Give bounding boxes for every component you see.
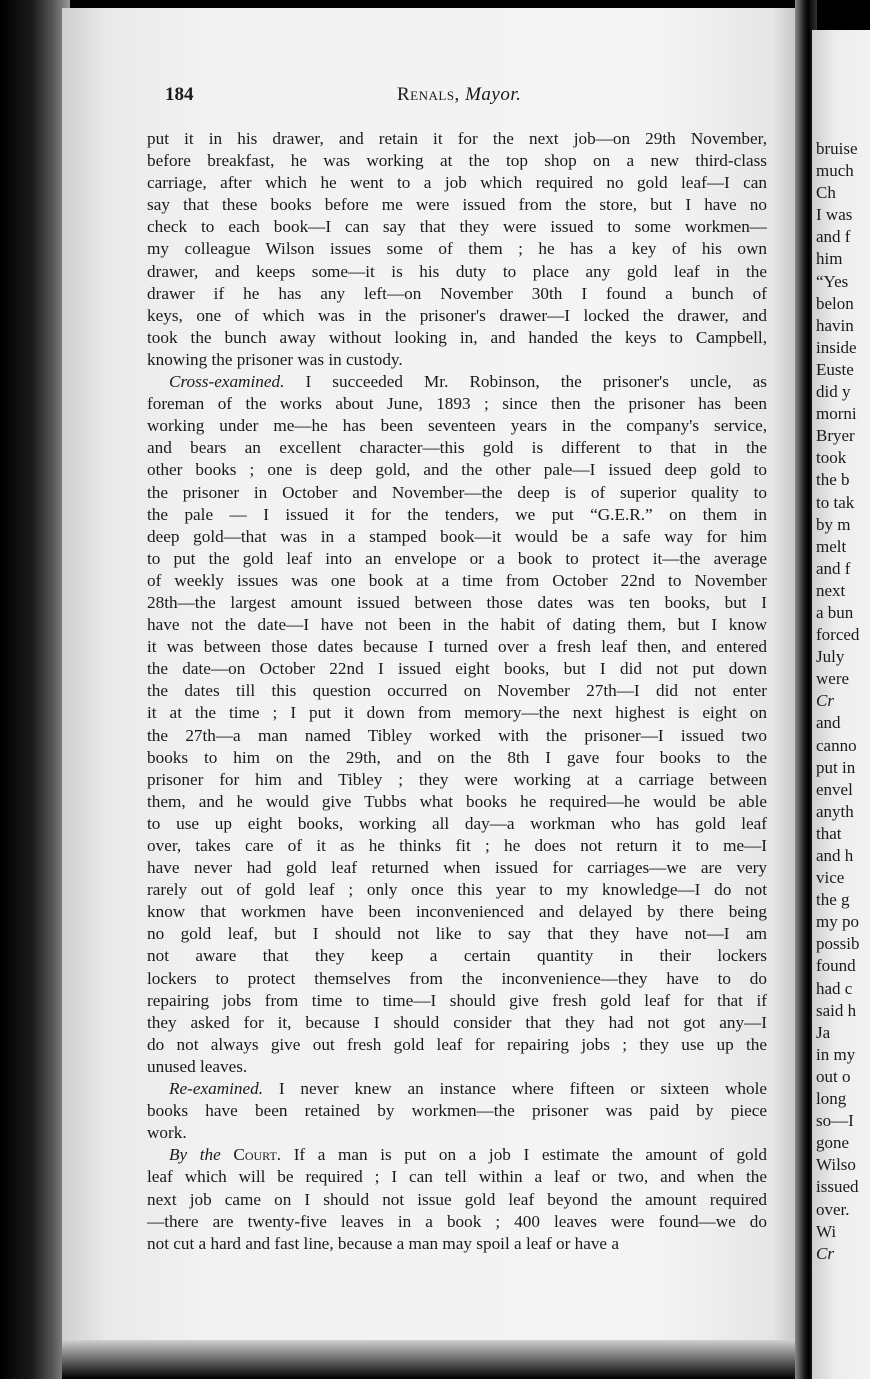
facing-text-fragment: by m xyxy=(816,514,851,534)
facing-text-fragment: had c xyxy=(816,978,853,998)
facing-text-fragment: Wilso xyxy=(816,1155,856,1175)
text-line: books to him on the 29th, and on the 8th I gave four books to the xyxy=(147,747,767,767)
running-title-name: Renals, xyxy=(397,84,460,105)
facing-text-fragment: much xyxy=(816,161,854,181)
text-line: have not the date—I have not been in the habit of dating them, but I know xyxy=(147,615,767,635)
facing-text-fragment: Bryer xyxy=(816,426,855,446)
text-line: of weekly issues was one book at a time from October 22nd to November xyxy=(147,570,767,590)
facing-page-text xyxy=(816,138,859,1265)
text-line: my colleague Wilson issues some of them ; he has a key of his own xyxy=(147,239,767,259)
text-line: no gold leaf, but I should not like to say that they have not—I am xyxy=(147,924,767,944)
facing-text-fragment: put in xyxy=(816,757,856,777)
facing-text-fragment: were xyxy=(816,669,850,689)
page-bottom-edge xyxy=(62,1340,802,1379)
text-line: other books ; one is deep gold, and the other pale—I issued deep gold to xyxy=(147,460,767,480)
text-line: repairing jobs from time to time—I should give fresh gold leaf for that if xyxy=(147,990,767,1010)
facing-text-fragment: Cr xyxy=(816,691,834,711)
facing-text-fragment: said h xyxy=(816,1000,857,1020)
facing-text-fragment: I was xyxy=(816,205,853,225)
text-line: Cross-examined. I succeeded Mr. Robinson, the prisoner's uncle, as xyxy=(169,372,767,392)
text-line: say that these books before me were issued from the store, but I have no xyxy=(147,195,767,215)
facing-text-fragment: canno xyxy=(816,735,857,755)
facing-text-fragment: the g xyxy=(816,890,850,910)
text-line: working under me—he has been seventeen years in the company's service, xyxy=(147,416,767,436)
body-text xyxy=(147,128,767,1255)
text-line: know that workmen have been inconvenienced and delayed by there being xyxy=(147,902,767,922)
facing-text-fragment: Wi xyxy=(816,1221,837,1241)
text-line: knowing the prisoner was in custody. xyxy=(147,349,403,369)
facing-text-fragment: him xyxy=(816,249,843,269)
facing-text-fragment: a bun xyxy=(816,602,854,622)
text-line: next job came on I should not issue gold leaf beyond the amount required xyxy=(147,1189,767,1209)
facing-text-fragment: “Yes xyxy=(816,271,849,291)
facing-text-fragment: took xyxy=(816,448,847,468)
text-line: the dates till this question occurred on November 27th—I did not enter xyxy=(147,681,767,701)
facing-text-fragment: bruise xyxy=(816,139,858,158)
facing-text-fragment: issued xyxy=(816,1177,859,1197)
facing-text-fragment: July xyxy=(816,647,845,667)
text-line: deep gold—that was in a stamped book—it would be a safe way for him xyxy=(147,526,767,546)
facing-text-fragment: next xyxy=(816,580,846,600)
facing-text-fragment: in my xyxy=(816,1044,856,1064)
text-line: books have been retained by workmen—the prisoner was paid by piece xyxy=(147,1101,767,1121)
text-line: have never had gold leaf returned when issued for carriages—we are very xyxy=(147,858,767,878)
text-line: carriage, after which he went to a job which required no gold leaf—I can xyxy=(147,173,767,193)
text-line: drawer, and keeps some—it is his duty to place any gold leaf in the xyxy=(147,261,767,281)
text-line: the pale — I issued it for the tenders, we put “G.E.R.” on them in xyxy=(147,504,767,524)
facing-text-fragment: so—I xyxy=(816,1111,854,1131)
facing-text-fragment: vice xyxy=(816,868,845,888)
facing-text-fragment: and f xyxy=(816,227,851,247)
facing-text-fragment: havin xyxy=(816,315,854,335)
text-line: the date—on October 22nd I issued eight books, but I did not put down xyxy=(147,659,767,679)
text-line: to use up eight books, working all day—a workman who has gold leaf xyxy=(147,813,767,833)
book-left-edge xyxy=(0,0,70,1379)
text-line: lockers to protect themselves from the inconvenience—they have to do xyxy=(147,968,767,988)
facing-page-edge xyxy=(812,30,870,1379)
text-line: leaf which will be required ; I can tell within a leaf or two, and when the xyxy=(147,1167,767,1187)
text-line: rarely out of gold leaf ; only once this year to my knowledge—I do not xyxy=(147,880,767,900)
text-line: them, and he would give Tubbs what books he required—he would be able xyxy=(147,791,767,811)
text-line: prisoner for him and Tibley ; they were working at a carriage between xyxy=(147,769,767,789)
facing-text-fragment: my po xyxy=(816,912,859,932)
text-line: drawer if he has any left—on November 30th I found a bunch of xyxy=(147,283,767,303)
facing-text-fragment: and h xyxy=(816,846,854,865)
facing-text-fragment: and xyxy=(816,713,841,733)
facing-text-fragment: inside xyxy=(816,337,857,357)
text-line: took the bunch away without looking in, and handed the keys to Campbell, xyxy=(147,327,767,347)
text-line: before breakfast, he was working at the top shop on a new third-class xyxy=(147,151,767,171)
facing-text-fragment: belon xyxy=(816,293,854,313)
text-line: unused leaves. xyxy=(147,1056,248,1076)
facing-text-fragment: the b xyxy=(816,470,850,490)
facing-text-fragment: gone xyxy=(816,1133,850,1153)
facing-text-fragment: forced xyxy=(816,625,860,645)
running-title xyxy=(397,84,521,106)
text-line: and bears an excellent character—this gold is different to that in the xyxy=(147,438,767,458)
facing-text-fragment: and f xyxy=(816,558,851,578)
facing-text-fragment: found xyxy=(816,956,856,976)
facing-text-fragment: to tak xyxy=(816,492,855,512)
text-line: do not always give out fresh gold leaf for repairing jobs ; they use up the xyxy=(147,1034,767,1054)
facing-text-fragment: did y xyxy=(816,382,851,402)
text-line: it at the time ; I put it down from memory—the next highest is eight on xyxy=(147,703,767,723)
text-line: work. xyxy=(147,1123,187,1143)
text-line: the 27th—a man named Tibley worked with the prisoner—I issued two xyxy=(147,725,767,745)
text-line: over, takes care of it as he thinks fit ; he does not return it to me—I xyxy=(147,836,767,855)
facing-text-fragment: anyth xyxy=(816,801,854,821)
facing-text-fragment: Ja xyxy=(816,1022,831,1042)
running-head xyxy=(165,84,765,110)
facing-text-fragment: Euste xyxy=(816,359,854,379)
facing-text-fragment: melt xyxy=(816,536,847,556)
text-line: not cut a hard and fast line, because a man may spoil a leaf or have a xyxy=(147,1233,619,1253)
facing-text-fragment: envel xyxy=(816,779,853,799)
text-line: 28th—the largest amount issued between those dates was ten books, but I xyxy=(147,592,767,612)
text-line: they asked for it, because I should consider that they had not got any—I xyxy=(147,1012,767,1032)
facing-text-fragment: over. xyxy=(816,1199,850,1219)
facing-text-fragment: possib xyxy=(816,934,860,954)
text-line: keys, one of which was in the prisoner's drawer—I locked the drawer, and xyxy=(147,305,767,325)
running-title-role: Mayor. xyxy=(465,84,522,105)
text-line: —there are twenty-five leaves in a book ; 400 leaves were found—we do xyxy=(147,1211,767,1231)
page-number: 184 xyxy=(165,84,194,105)
facing-text-fragment: that xyxy=(816,823,842,843)
text-line: the prisoner in October and November—the deep is of superior quality to xyxy=(147,482,767,502)
text-line: Re-examined. I never knew an instance where fifteen or sixteen whole xyxy=(169,1079,767,1099)
facing-text-fragment: morni xyxy=(816,404,857,424)
facing-text-fragment: long xyxy=(816,1089,847,1109)
text-line: it was between those dates because I turned over a fresh leaf then, and entered xyxy=(147,637,767,657)
text-line: to put the gold leaf into an envelope or a book to protect it—the average xyxy=(147,548,767,568)
text-line: foreman of the works about June, 1893 ; since then the prisoner has been xyxy=(147,394,767,414)
facing-text-fragment: Cr xyxy=(816,1243,834,1263)
text-line: check to each book—I can say that they were issued to some workmen— xyxy=(147,217,767,237)
text-line: By the Court. If a man is put on a job I estimate the amount of gold xyxy=(169,1145,767,1165)
text-line: not aware that they keep a certain quantity in their lockers xyxy=(147,946,767,966)
facing-text-fragment: Ch xyxy=(816,183,836,203)
text-line: put it in his drawer, and retain it for the next job—on 29th November, xyxy=(147,129,767,148)
facing-text-fragment: out o xyxy=(816,1066,851,1086)
